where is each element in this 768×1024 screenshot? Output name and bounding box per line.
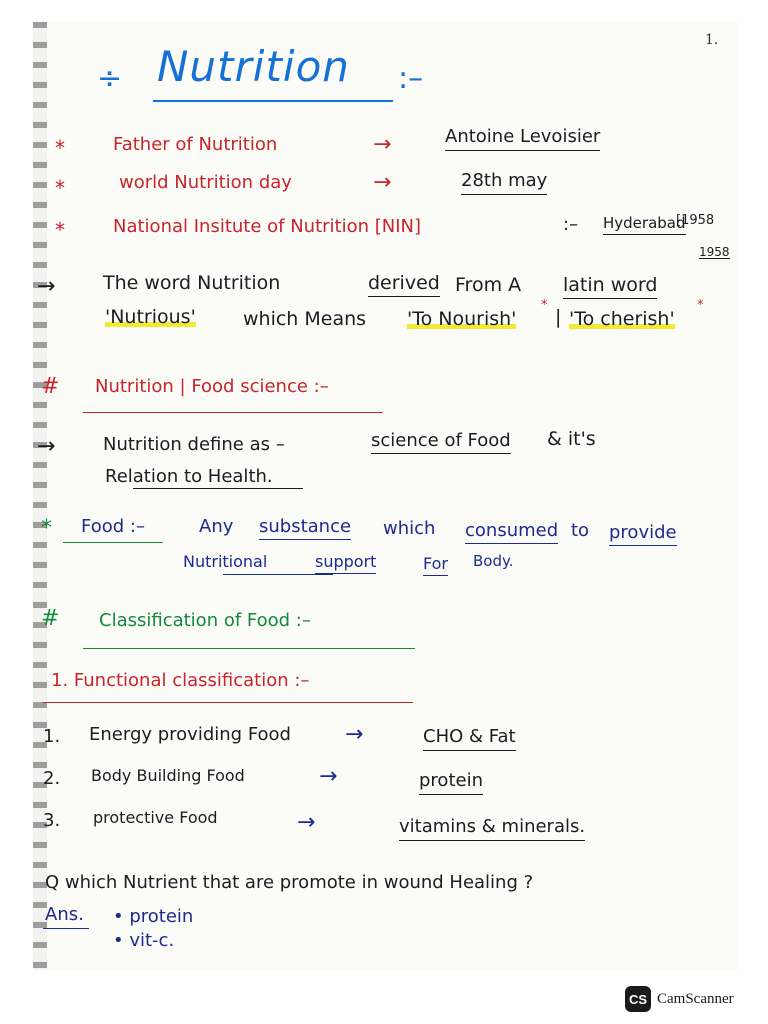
star-mark: * [541, 298, 548, 313]
arrow-icon: → [345, 722, 364, 747]
latin-word: 'Nutrious' [105, 306, 196, 328]
answer-label: Ans. [45, 904, 84, 925]
section-marker: # [41, 374, 60, 399]
fact-value: 28th may [461, 172, 547, 195]
arrow-icon: → [319, 764, 338, 789]
fact-bullet: * [55, 136, 65, 160]
list-result: vitamins & minerals. [399, 818, 585, 841]
fact-bullet: * [55, 176, 65, 200]
subsection-underline [43, 702, 413, 703]
star-mark: * [697, 298, 704, 313]
list-number: 2. [43, 768, 61, 789]
food-text: which [383, 518, 436, 539]
arrow-icon: → [37, 274, 56, 299]
food-text: Nutritional [183, 552, 268, 571]
food-label-underline [63, 542, 163, 543]
title-suffix: :– [398, 61, 424, 96]
separator: | [555, 306, 562, 328]
food-text: Body. [473, 552, 514, 570]
question-text: Q which Nutrient that are promote in wound Healing ? [45, 872, 534, 893]
section-marker: # [41, 606, 60, 631]
derivation-text: which Means [243, 308, 367, 330]
definition-text: & it's [547, 428, 596, 450]
title-prefix: ÷ [97, 61, 123, 96]
list-item: protective Food [93, 808, 218, 827]
fact-arrow: :– [563, 214, 579, 235]
food-underline [223, 574, 333, 575]
meaning-cherish: 'To cherish' [569, 308, 675, 330]
list-item: Energy providing Food [89, 724, 291, 745]
fact-arrow: → [373, 170, 392, 195]
arrow-icon: → [37, 434, 56, 459]
fact-label: world Nutrition day [119, 172, 292, 193]
food-text: support [315, 554, 376, 574]
food-text: For [423, 556, 448, 576]
derivation-derived: derived [368, 274, 440, 297]
list-result: CHO & Fat [423, 728, 516, 751]
camscanner-logo-icon: CS [625, 986, 651, 1012]
answer-item: • protein [113, 906, 194, 927]
list-number: 1. [43, 726, 61, 747]
list-result: protein [419, 772, 483, 795]
derivation-latin: latin word [563, 276, 657, 299]
fact-bullet: * [55, 218, 65, 242]
food-text: provide [609, 524, 677, 546]
answer-underline [43, 928, 89, 929]
food-text: to [571, 520, 590, 541]
derivation-text: The word Nutrition [103, 272, 281, 294]
fact-arrow: → [373, 132, 392, 157]
page-number: 1. [705, 32, 719, 48]
fact-value: Hyderabad [603, 216, 686, 235]
food-text: consumed [465, 522, 558, 544]
food-label: Food :– [81, 516, 145, 537]
food-text: Any [199, 516, 234, 537]
answer-item: • vit-c. [113, 930, 175, 951]
title-underline [153, 100, 393, 102]
subsection-heading: 1. Functional classification :– [51, 670, 310, 691]
section-heading: Nutrition | Food science :– [95, 376, 329, 397]
definition-text: Relation to Health. [105, 466, 273, 487]
section-heading: Classification of Food :– [99, 610, 311, 631]
fact-value: Antoine Levoisier [445, 128, 600, 151]
fact-label: Father of Nutrition [113, 134, 278, 155]
page-title: Nutrition [157, 42, 350, 91]
list-item: Body Building Food [91, 766, 245, 785]
year-note: 1958 [699, 245, 730, 259]
year-note: [1958 [676, 213, 715, 228]
fact-label: National Insitute of Nutrition [NIN] [113, 216, 422, 237]
food-bullet: * [41, 516, 52, 541]
camscanner-brand: CamScanner [657, 990, 734, 1007]
definition-text: Nutrition define as – [103, 434, 285, 455]
arrow-icon: → [297, 810, 316, 835]
section-underline [83, 648, 415, 649]
list-number: 3. [43, 810, 61, 831]
notebook-page [33, 22, 739, 970]
food-text: substance [259, 518, 351, 540]
meaning-nourish: 'To Nourish' [407, 308, 517, 330]
camscanner-watermark [625, 986, 734, 1012]
definition-underline [133, 488, 303, 489]
definition-science: science of Food [371, 432, 511, 454]
derivation-text: From A [455, 274, 522, 296]
section-underline [83, 412, 383, 413]
